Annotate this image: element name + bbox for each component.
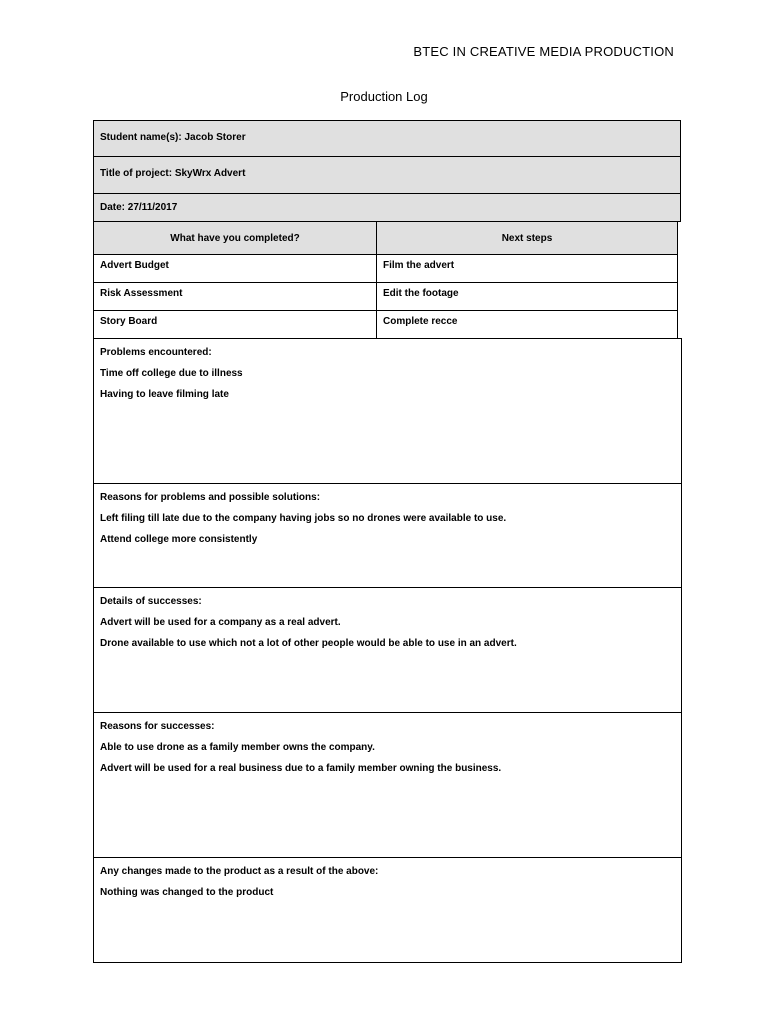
next-step-cell: Complete recce <box>377 311 678 339</box>
page-title: Production Log <box>340 89 428 104</box>
problem-reasons-heading: Reasons for problems and possible solutions: <box>100 492 321 503</box>
problems-section <box>93 338 682 484</box>
table-row <box>94 311 678 339</box>
problem-reasons-line: Attend college more consistently <box>100 534 258 545</box>
next-step-cell: Edit the footage <box>377 283 678 311</box>
completed-column-header: What have you completed? <box>94 222 377 255</box>
problem-reasons-section <box>93 483 682 588</box>
changes-section <box>93 857 682 963</box>
problem-reasons-line: Left filing till late due to the company having jobs so no drones were available to use. <box>100 513 507 524</box>
completed-cell: Advert Budget <box>94 255 377 283</box>
problems-line: Having to leave filming late <box>100 389 229 400</box>
success-reasons-section <box>93 712 682 858</box>
next-steps-column-header: Next steps <box>377 222 678 255</box>
success-reasons-heading: Reasons for successes: <box>100 721 215 732</box>
changes-heading: Any changes made to the product as a result of the above: <box>100 866 379 877</box>
course-header: BTEC IN CREATIVE MEDIA PRODUCTION <box>413 44 674 59</box>
student-name-label: Student name(s): Jacob Storer <box>100 132 246 143</box>
project-title-field <box>93 156 681 194</box>
completed-cell: Risk Assessment <box>94 283 377 311</box>
student-name-field <box>93 120 681 157</box>
problems-line: Time off college due to illness <box>100 368 243 379</box>
problems-heading: Problems encountered: <box>100 347 212 358</box>
success-reasons-line: Able to use drone as a family member owns the company. <box>100 742 375 753</box>
table-row <box>94 255 678 283</box>
successes-line: Advert will be used for a company as a real advert. <box>100 617 341 628</box>
table-header-row <box>94 222 678 255</box>
date-label: Date: 27/11/2017 <box>100 202 178 213</box>
project-title-label: Title of project: SkyWrx Advert <box>100 168 246 179</box>
progress-table <box>93 221 678 339</box>
success-reasons-line: Advert will be used for a real business due to a family member owning the business. <box>100 763 502 774</box>
date-field <box>93 193 681 222</box>
successes-section <box>93 587 682 713</box>
completed-cell: Story Board <box>94 311 377 339</box>
successes-heading: Details of successes: <box>100 596 202 607</box>
next-step-cell: Film the advert <box>377 255 678 283</box>
successes-line: Drone available to use which not a lot of other people would be able to use in an advert. <box>100 638 517 649</box>
table-row <box>94 283 678 311</box>
changes-line: Nothing was changed to the product <box>100 887 274 898</box>
